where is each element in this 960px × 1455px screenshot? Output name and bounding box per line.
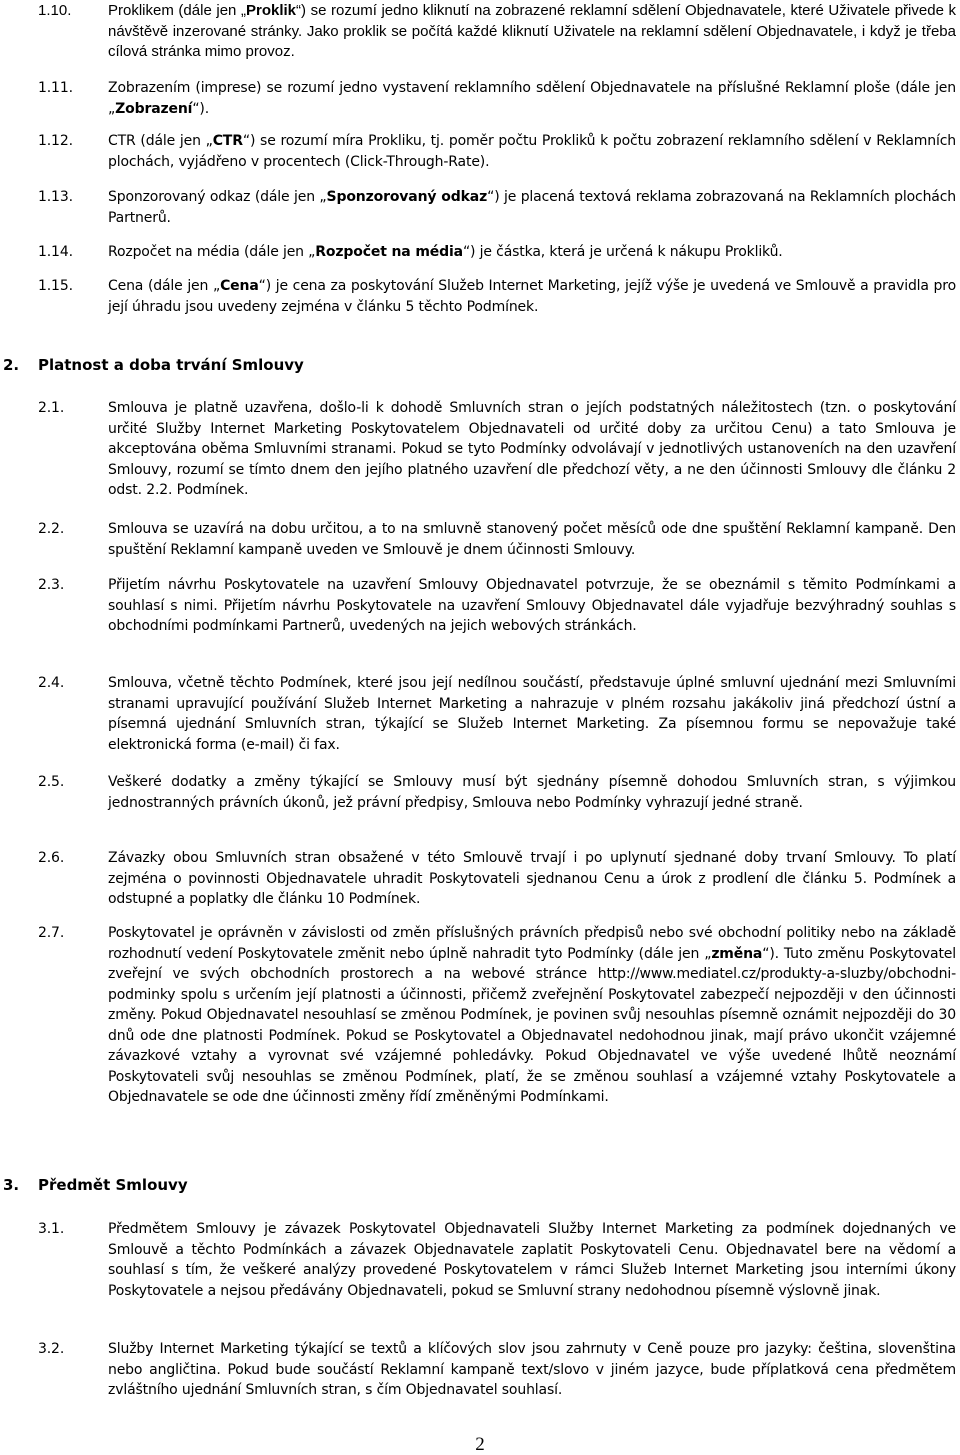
clause-text: Služby Internet Marketing týkající se textů a klíčových slov jsou zahrnuty v Ceně pouze pro jazyky: čeština, slovenština nebo angličtina. Pokud bude součástí Reklamní kampaně text/slovo v jiném jazyce, bude příplatková cena předmětem zvláštního ujednání Smluvních stran, s čím Objednavatel souhlasí. bbox=[108, 1341, 956, 1398]
page-number: 2 bbox=[475, 1434, 485, 1455]
clause-2-3 bbox=[38, 575, 956, 637]
clause-text: Veškeré dodatky a změny týkající se Smlouvy musí být sjednány písemně dohodou Smluvních stran, s výjimkou jednostranných právních úkonů, jež právní předpisy, Smlouva nebo Podmínky vyhrazují jedné straně. bbox=[108, 774, 956, 811]
defined-term: změna bbox=[711, 945, 763, 962]
defined-term: Cena bbox=[220, 278, 259, 294]
section-heading-3 bbox=[3, 1175, 188, 1195]
clause-2-4 bbox=[38, 673, 956, 755]
defined-term: Rozpočet na média bbox=[315, 244, 463, 260]
clause-1-12 bbox=[38, 131, 956, 172]
clause-1-11 bbox=[38, 78, 956, 119]
clause-text: Přijetím návrhu Poskytovatele na uzavření Smlouvy Objednavatel potvrzuje, že se obeznámil s těmito Podmínkami a souhlasí s nimi. Přijetím návrhu Poskytovatele na uzavření Smlouvy Objednavatel dále vyjadřuje bezvýhradný souhlas s obchodními podmínkami Partnerů, uvedených na jejich webových stránkách. bbox=[108, 577, 956, 634]
clause-text-part: “). bbox=[192, 100, 210, 117]
clause-text-part: Cena (dále jen „ bbox=[108, 278, 221, 294]
clause-text-part: Poskytovatel je oprávněn v závislosti od změn příslušných právních předpisů nebo své obchodní politiky nebo na základě rozhodnutí vedení Poskytovatele změnit nebo úplně nahradit tyto Podmínky (dále jen „ bbox=[108, 925, 956, 962]
clause-text: Předmětem Smlouvy je závazek Poskytovatel Objednavateli Služby Internet Marketing za podmínek dojednaných ve Smlouvě a těchto Podmínkách a závazek Objednavatele zaplatit Poskytovateli Cenu. Objednavatel bere na vědomí a souhlasí s tím, že veškeré analýzy provedené Poskytovatelem v rámci Služeb Internet Marketing jsou interními úkony Poskytovatele a nejsou předávány Objednavateli, pokud se Smluvní strany nedohodnou písemně výslovně jinak. bbox=[108, 1221, 956, 1299]
clause-text-part: “). Tuto změnu Poskytovatel zveřejní ve svých obchodních prostorech a na webové stránce http://www.mediatel.cz/produkty-a-sluzby/obchodni-podminky spolu s určením její platnosti a účinnosti, přičemž zveřejnění Poskytovatel zabezpečí nejpozději v den účinnosti změny. Pokud Objednavatel nesouhlasí se změnou Podmínek, je povinen svůj nesouhlas písemně oznámit nejpozději do 30 dnů ode dne platnosti Podmínek. Pokud se Poskytovatel a Objednavatel nedohodnou jinak, mají právo ukončit vzájemné závazkové vztahy a vyrovnat své vzájemné pohledávky. Pokud Objednavatel ve výše uvedené lhůtě neoznámí Poskytovateli svůj nesouhlas se změnou Podmínek, platí, že se změnou souhlasí a vzájemné vztahy Poskytovatele a Objednavatele se ode dne účinnosti změny řídí změněnými Podmínkami. bbox=[108, 945, 956, 1105]
clause-number: 1.13. bbox=[38, 189, 73, 205]
clause-number: 2.3. bbox=[38, 577, 65, 593]
clause-number: 2.1. bbox=[38, 400, 65, 416]
clause-text-part: “) se rozumí jedno kliknutí na zobrazené reklamní sdělení Objednavatele, které Uživatele přivede k návštěvě inzerované stránky. Jako proklik se počítá každé kliknutí Uživatele na reklamní sdělení Objednavatele, i když je třeba cílová stránka mimo provoz. bbox=[108, 2, 956, 60]
clause-2-7 bbox=[38, 923, 956, 1108]
clause-text bbox=[108, 242, 956, 263]
clause-text-part: Sponzorovaný odkaz (dále jen „ bbox=[108, 189, 327, 205]
defined-term: Zobrazení bbox=[115, 100, 193, 117]
clause-number: 2.6. bbox=[38, 850, 65, 866]
clause-text bbox=[108, 923, 956, 1108]
clause-1-13 bbox=[38, 187, 956, 228]
clause-text: Smlouva, včetně těchto Podmínek, které jsou její nedílnou součástí, představuje úplné smluvní ujednání mezi Smluvními stranami upravující používání Služeb Internet Marketing a nahrazuje v plném rozsahu jakákoliv jiná předchozí ústní a písemná ujednání Smluvních stran, týkající se Služeb Internet Marketing. Za písemnou formu se nepovažuje také elektronická forma (e-mail) či fax. bbox=[108, 675, 956, 753]
heading-number: 2. bbox=[3, 356, 20, 374]
clause-1-14 bbox=[38, 242, 956, 263]
clause-number: 2.2. bbox=[38, 521, 65, 537]
clause-text: Smlouva se uzavírá na dobu určitou, a to na smluvně stanovený počet měsíců ode dne spuštění Reklamní kampaně. Den spuštění Reklamní kampaně uveden ve Smlouvě je dnem účinnosti Smlouvy. bbox=[108, 521, 956, 558]
clause-text-part: Rozpočet na média (dále jen „ bbox=[108, 244, 316, 260]
clause-number: 3.2. bbox=[38, 1341, 65, 1357]
defined-term: CTR bbox=[212, 133, 243, 149]
defined-term: Sponzorovaný odkaz bbox=[326, 189, 488, 205]
clause-number: 1.11. bbox=[38, 80, 73, 96]
clause-text-part: “) je cena za poskytování Služeb Internet Marketing, jejíž výše je uvedená ve Smlouvě a pravidla pro její úhradu jsou uvedeny zejména v článku 5 těchto Podmínek. bbox=[108, 278, 956, 315]
clause-text-part: “) je částka, která je určená k nákupu Prokliků. bbox=[462, 244, 783, 260]
clause-1-15 bbox=[38, 276, 956, 317]
section-heading-2 bbox=[3, 355, 304, 375]
clause-text-part: CTR (dále jen „ bbox=[108, 133, 213, 149]
clause-text: Závazky obou Smluvních stran obsažené v této Smlouvě trvají i po uplynutí sjednané doby trvaní Smlouvy. To platí zejména o povinnosti Objednavatele uhradit Poskytovateli sjednanou Cenu a úrok z prodlení dle článku 5. Podmínek a odstupné a poplatky dle článku 10 Podmínek. bbox=[108, 850, 956, 907]
clause-number: 2.4. bbox=[38, 675, 65, 691]
defined-term: Proklik bbox=[245, 2, 297, 19]
clause-number: 1.15. bbox=[38, 278, 73, 294]
clause-text bbox=[108, 276, 956, 317]
clause-text-part: “) se rozumí míra Prokliku, tj. poměr počtu Prokliků k počtu zobrazení reklamního sdělení v Reklamních plochách, vyjádřeno v procentech (Click-Through-Rate). bbox=[108, 133, 956, 170]
clause-2-2 bbox=[38, 519, 956, 560]
clause-3-2 bbox=[38, 1339, 956, 1401]
clause-number: 3.1. bbox=[38, 1221, 65, 1237]
clause-text bbox=[108, 78, 956, 119]
clause-text-part: Zobrazením (imprese) se rozumí jedno vystavení reklamního sdělení Objednavatele na příslušné Reklamní ploše (dále jen „ bbox=[108, 80, 956, 117]
clause-text-part: “) je placená textová reklama zobrazovaná na Reklamních plochách Partnerů. bbox=[108, 189, 956, 226]
clause-number: 2.7. bbox=[38, 925, 65, 941]
clause-2-1 bbox=[38, 398, 956, 501]
clause-number: 1.14. bbox=[38, 244, 73, 260]
clause-3-1 bbox=[38, 1219, 956, 1301]
clause-text: Smlouva je platně uzavřena, došlo-li k dohodě Smluvních stran o jejích podstatných náležitostech (tzn. o poskytování určité Služby Internet Marketing Poskytovatelem Objednavateli od určité doby za určitou Cenu) a tato Smlouva je akceptována oběma Smluvními stranami. Pokud se tyto Podmínky odvolávají v jednotlivých ustanoveních na den uzavření Smlouvy, rozumí se tímto dnem den jejího platného uzavření dle předchozí věty, a ne den účinnosti Smlouvy dle článku 2 odst. 2.2. Podmínek. bbox=[108, 400, 956, 498]
clause-2-6 bbox=[38, 848, 956, 910]
clause-1-10 bbox=[38, 1, 956, 63]
clause-text bbox=[108, 187, 956, 228]
heading-number: 3. bbox=[3, 1176, 20, 1194]
clause-number: 1.10. bbox=[38, 2, 72, 19]
clause-number: 2.5. bbox=[38, 774, 65, 790]
clause-text-part: Proklikem (dále jen „ bbox=[108, 2, 246, 19]
heading-title: Platnost a doba trvání Smlouvy bbox=[38, 356, 304, 374]
clause-2-5 bbox=[38, 772, 956, 813]
clause-text bbox=[108, 131, 956, 172]
clause-number: 1.12. bbox=[38, 133, 73, 149]
heading-title: Předmět Smlouvy bbox=[38, 1176, 188, 1194]
clause-text bbox=[108, 1, 956, 63]
